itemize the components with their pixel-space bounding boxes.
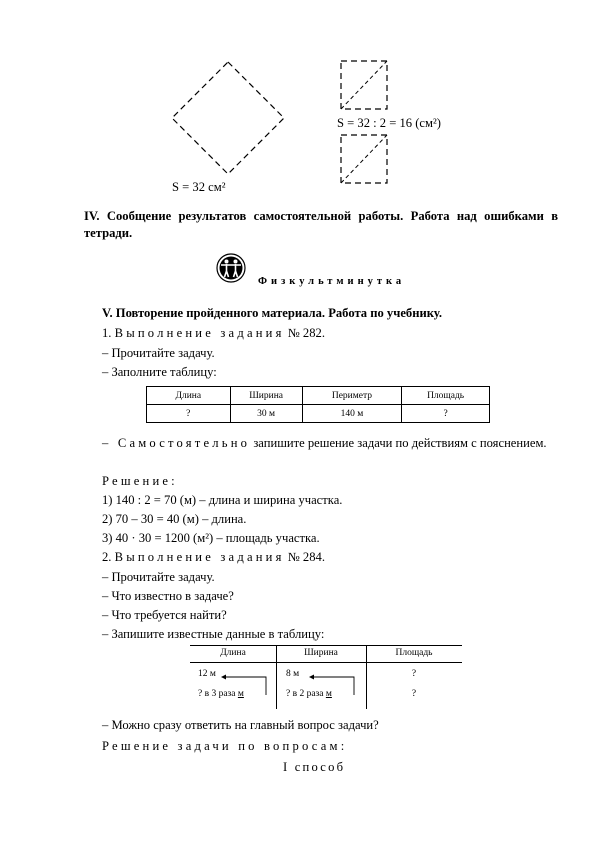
table-header-cell: Площадь [402, 387, 490, 405]
cell-unit: м [325, 689, 332, 699]
table-header-cell: Периметр [302, 387, 402, 405]
table-cell: ? [147, 405, 231, 423]
table-cell: ? [402, 405, 490, 423]
table-header-cell: Ширина [304, 648, 338, 658]
dashed-half-square-top [340, 60, 388, 110]
section-4-heading: IV. Сообщение результатов самостоятельной работы. Работа над ошибками в тетради. [84, 209, 558, 240]
task-282-table [146, 386, 490, 423]
table-cell: 140 м [302, 405, 402, 423]
arrow-connector-icon [308, 673, 356, 697]
task-284-table [190, 645, 462, 709]
table-cell: ? [411, 689, 417, 699]
task-284-title-no: № 284. [287, 550, 325, 564]
table-cell: ? [411, 669, 417, 679]
self-rest: запишите решение задачи по действиям с пояснением. [253, 436, 547, 450]
task-282-self-instruction [102, 435, 558, 452]
table-row [147, 405, 490, 423]
dashed-half-square-bottom [340, 134, 388, 184]
task-284-number: 2. [102, 550, 112, 564]
cell-unit: м [237, 689, 244, 699]
task-284-title-spaced: Выполнение задания [114, 550, 285, 564]
task-282-title-no: № 282. [287, 326, 325, 340]
cell-prefix: ? в 3 раза [198, 689, 238, 699]
task-282-number: 1. [102, 326, 112, 340]
task-282-title [102, 326, 325, 341]
left-figure-caption: S = 32 см² [172, 180, 226, 194]
task-284-question: – Прочитайте задачу. [102, 570, 215, 584]
self-word: – Самостоятельно [102, 436, 251, 450]
table-header-cell: Длина [147, 387, 231, 405]
task-284-question: – Запишите известные данные в таблицу: [102, 627, 325, 641]
task-282-title-spaced: Выполнение задания [114, 326, 285, 340]
table-header-row [147, 387, 490, 405]
method-heading: I способ [283, 760, 346, 774]
task-284-question: – Что требуется найти? [102, 608, 227, 622]
table-cell: 30 м [230, 405, 302, 423]
task-282-instruction-fill: – Заполните таблицу: [102, 365, 217, 379]
right-figure-caption: S = 32 : 2 = 16 (см²) [337, 116, 441, 130]
solution-label: Решение: [102, 474, 178, 488]
table-cell: 8 м [286, 669, 300, 679]
table-header-line [190, 645, 462, 646]
task-284-title [102, 550, 325, 565]
dashed-square-rotated [170, 60, 286, 176]
solution-step: 1) 140 : 2 = 70 (м) – длина и ширина участка. [102, 493, 343, 507]
table-header-underline [190, 662, 462, 663]
cell-prefix: ? в 2 раза [286, 689, 326, 699]
task-282-instruction-read: – Прочитайте задачу. [102, 346, 215, 360]
solve-by-questions: Решение задачи по вопросам: [102, 739, 348, 753]
table-cell: 12 м [198, 669, 216, 679]
section-5-heading: V. Повторение пройденного материала. Работа по учебнику. [102, 306, 442, 320]
exercise-people-icon [216, 253, 246, 283]
table-header-cell: Ширина [230, 387, 302, 405]
table-header-cell: Длина [220, 648, 246, 658]
solution-step: 3) 40 · 30 = 1200 (м²) – площадь участка. [102, 531, 320, 545]
main-question: – Можно сразу ответить на главный вопрос задачи? [102, 718, 379, 732]
arrow-connector-icon [220, 673, 268, 697]
pe-break-label: Физкультминутка [258, 276, 406, 287]
solution-step: 2) 70 – 30 = 40 (м) – длина. [102, 512, 247, 526]
table-header-cell: Площадь [395, 648, 433, 658]
task-284-question: – Что известно в задаче? [102, 589, 234, 603]
